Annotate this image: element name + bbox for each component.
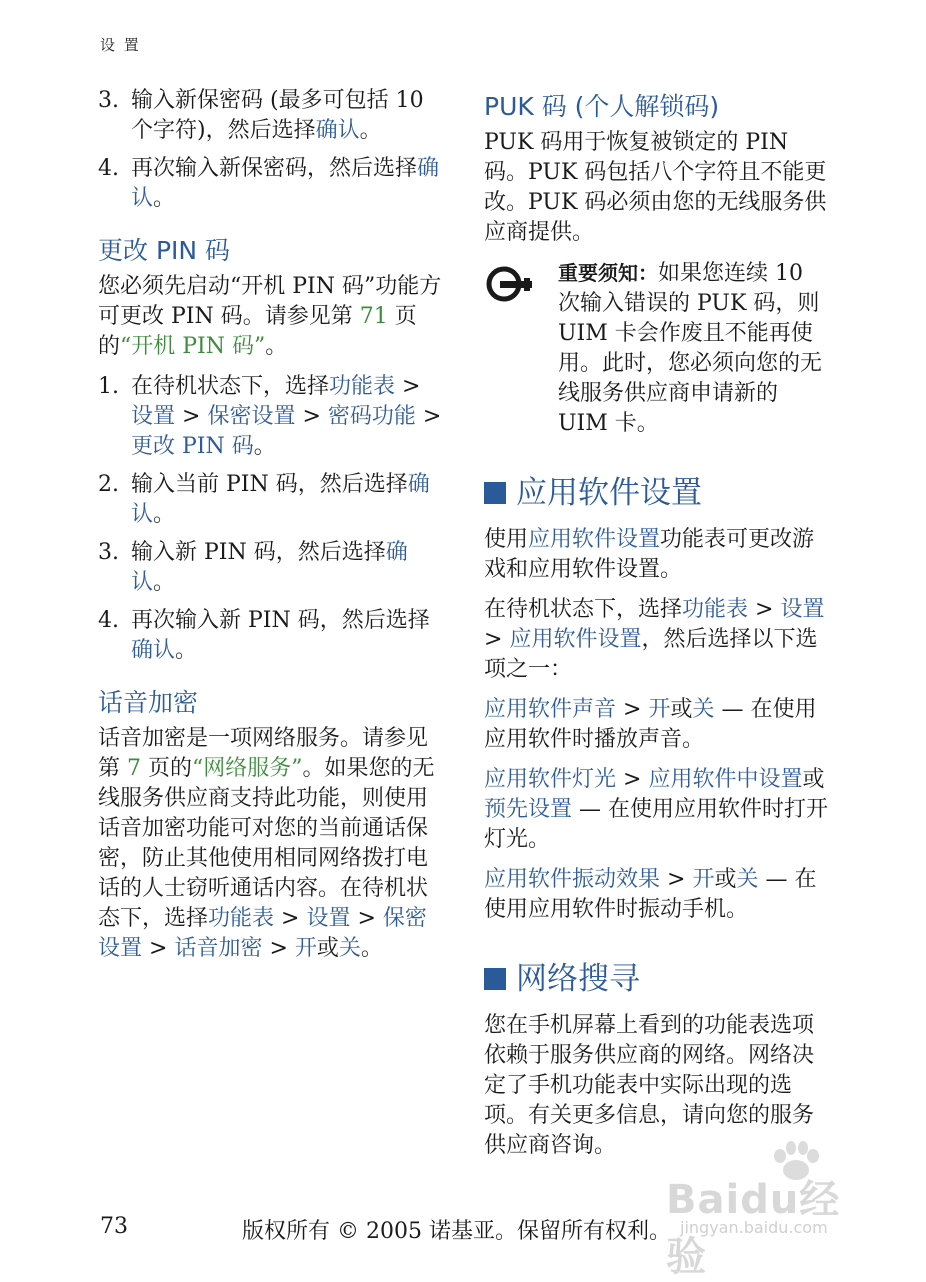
- section-network-search-title: 网络搜寻: [516, 961, 640, 997]
- text-run: >: [616, 767, 649, 792]
- text-run: 输入新保密码 (最多可包括 10 个字符)，然后选择: [131, 88, 424, 143]
- text-run: 输入当前 PIN 码，然后选择: [131, 472, 408, 497]
- menu-path-link: 关: [338, 936, 361, 961]
- text-run: 或: [802, 767, 825, 792]
- menu-path-link: 关: [736, 867, 759, 892]
- step-number: 4.: [98, 608, 119, 633]
- step-text: [131, 606, 444, 666]
- cross-reference: 71: [359, 304, 388, 329]
- text-run: 再次输入新保密码，然后选择: [131, 156, 418, 181]
- text-run: 或: [316, 936, 339, 961]
- text-run: 输入新 PIN 码，然后选择: [131, 540, 386, 565]
- step-item: [98, 470, 444, 530]
- text-run: ，然后选择以下选项之一：: [484, 627, 818, 682]
- text-run: 。: [153, 186, 176, 211]
- text-run: 页的: [141, 756, 192, 781]
- step-number: 1.: [98, 374, 119, 399]
- section-app-settings-title: 应用软件设置: [516, 475, 702, 511]
- step-number: 4.: [98, 156, 119, 181]
- baidu-watermark: [666, 1140, 866, 1280]
- change-pin-steps: [98, 372, 444, 666]
- menu-path-link: 功能表: [682, 597, 749, 622]
- text-run: — 在使用应用软件时播放声音。: [484, 697, 817, 752]
- text-run: 使用: [484, 527, 529, 552]
- text-run: 。: [153, 570, 176, 595]
- menu-path-link: 开: [648, 697, 671, 722]
- important-note-body: 如果您连续 10 次输入错误的 PUK 码，则 UIM 卡会作废且不能再使用。此时，您必须向您的无线服务供应商申请新的 UIM 卡。: [558, 261, 823, 436]
- text-run: >: [274, 906, 307, 931]
- text-run: 功能表可更改游戏和应用软件设置。: [484, 527, 815, 582]
- pin-intro-paragraph: [98, 272, 444, 362]
- text-run: >: [484, 627, 510, 652]
- menu-path-link: 功能表: [329, 374, 396, 399]
- cross-reference: “开机 PIN 码”: [120, 334, 266, 359]
- text-run: >: [295, 404, 328, 429]
- menu-path-link: 关: [692, 697, 715, 722]
- menu-path-link: 应用软件声音: [484, 697, 617, 722]
- menu-path-link: 密码功能: [327, 404, 416, 429]
- text-run: 在待机状态下，选择: [131, 374, 330, 399]
- text-run: — 在使用应用软件时打开灯光。: [484, 797, 829, 852]
- menu-path-link: 确认: [131, 156, 440, 211]
- menu-path-link: 确认: [131, 638, 176, 663]
- option-app-sounds: [484, 695, 830, 755]
- text-run: 页的: [98, 304, 417, 359]
- text-run: >: [660, 867, 693, 892]
- network-search-paragraph: [484, 1011, 830, 1161]
- text-run: 。: [153, 502, 176, 527]
- menu-path-link: 应用软件设置: [528, 527, 661, 552]
- step-item: [98, 86, 444, 146]
- heading-change-pin: 更改 PIN 码: [98, 236, 231, 265]
- copyright-notice: 版权所有 © 2005 诺基亚。保留所有权利。: [242, 1219, 671, 1244]
- text-run: PUK 码用于恢复被锁定的 PIN 码。PUK 码包括八个字符且不能更改。PUK 码必须由您的无线服务供应商提供。: [484, 130, 827, 245]
- watermark-brand: Baidu经验: [666, 1177, 841, 1280]
- text-run: 在待机状态下，选择: [484, 597, 683, 622]
- text-run: — 在使用应用软件时振动手机。: [484, 867, 817, 922]
- voice-privacy-paragraph: [98, 724, 444, 964]
- change-security-code-steps: [98, 86, 444, 214]
- page-number: 73: [100, 1214, 128, 1239]
- text-run: 。如果您的无线服务供应商支持此功能，则使用话音加密功能可对您的当前通话保密，防止其他使用相同网络拨打电话的人士窃听通话内容。在待机状态下，选择: [98, 756, 435, 931]
- menu-path-link: 设置: [780, 597, 825, 622]
- text-run: >: [350, 906, 383, 931]
- menu-path-link: 确认: [131, 472, 430, 527]
- step-item: [98, 538, 444, 598]
- text-run: 。: [253, 434, 276, 459]
- watermark-url: jingyan.baidu.com: [680, 1218, 828, 1237]
- text-run: 您必须先启动“开机 PIN 码”功能方可更改 PIN 码。请参见第: [98, 274, 442, 329]
- menu-path-link: 应用软件振动效果: [484, 867, 661, 892]
- step-item: [98, 606, 444, 666]
- left-column: [98, 86, 444, 974]
- step-text: [131, 86, 444, 146]
- step-text: [131, 470, 444, 530]
- step-item: [98, 372, 444, 462]
- menu-path-link: 更改 PIN 码: [131, 434, 254, 459]
- menu-path-link: 应用软件中设置: [648, 767, 803, 792]
- text-run: 您在手机屏幕上看到的功能表选项依赖于服务供应商的网络。网络决定了手机功能表中实际出现的选项。有关更多信息，请向您的服务供应商咨询。: [484, 1013, 815, 1158]
- text-run: 或: [670, 697, 693, 722]
- text-run: >: [142, 936, 175, 961]
- menu-path-link: 话音加密: [174, 936, 263, 961]
- menu-path-link: 确认: [315, 118, 360, 143]
- text-run: 或: [714, 867, 737, 892]
- puk-paragraph: [484, 128, 830, 248]
- text-run: >: [395, 374, 421, 399]
- step-number: 2.: [98, 472, 119, 497]
- right-column: [484, 86, 830, 1171]
- text-run: >: [748, 597, 781, 622]
- section-network-search: [484, 959, 830, 999]
- cross-reference: 7: [127, 756, 141, 781]
- step-text: [131, 538, 444, 598]
- important-note-label: 重要须知：: [558, 261, 658, 285]
- text-run: 。: [359, 118, 382, 143]
- text-run: 。: [360, 936, 383, 961]
- important-note-text: [540, 258, 830, 439]
- menu-path-link: 设置: [306, 906, 351, 931]
- section-square-icon: [484, 482, 506, 504]
- cross-reference: “网络服务”: [192, 756, 303, 781]
- section-square-icon: [484, 968, 506, 990]
- menu-path-link: 确认: [131, 540, 408, 595]
- step-number: 3.: [98, 88, 119, 113]
- text-run: >: [262, 936, 295, 961]
- menu-path-link: 开: [294, 936, 317, 961]
- heading-puk-code: PUK 码 (个人解锁码): [484, 92, 720, 121]
- option-app-lights: [484, 765, 830, 855]
- heading-voice-privacy: 话音加密: [98, 688, 199, 717]
- step-text: [131, 372, 444, 462]
- app-settings-path: [484, 595, 830, 685]
- menu-path-link: 功能表: [208, 906, 275, 931]
- running-head: 设 置: [100, 36, 141, 54]
- menu-path-link: 预先设置: [484, 797, 573, 822]
- text-run: 。: [175, 638, 198, 663]
- menu-path-link: 保密设置: [98, 906, 427, 961]
- important-note-icon: [484, 258, 540, 439]
- menu-path-link: 开: [692, 867, 715, 892]
- menu-path-link: 设置: [131, 404, 176, 429]
- important-note: [484, 258, 830, 439]
- app-settings-intro: [484, 525, 830, 585]
- text-run: 。: [265, 334, 288, 359]
- text-run: 再次输入新 PIN 码，然后选择: [131, 608, 430, 633]
- menu-path-link: 保密设置: [207, 404, 296, 429]
- text-run: >: [175, 404, 208, 429]
- text-run: 话音加密是一项网络服务。请参见第: [98, 726, 429, 781]
- step-text: [131, 154, 444, 214]
- section-app-settings: [484, 473, 830, 513]
- option-app-vibration: [484, 865, 830, 925]
- text-run: >: [616, 697, 649, 722]
- text-run: >: [415, 404, 442, 429]
- step-number: 3.: [98, 540, 119, 565]
- menu-path-link: 应用软件设置: [509, 627, 642, 652]
- menu-path-link: 应用软件灯光: [484, 767, 617, 792]
- step-item: [98, 154, 444, 214]
